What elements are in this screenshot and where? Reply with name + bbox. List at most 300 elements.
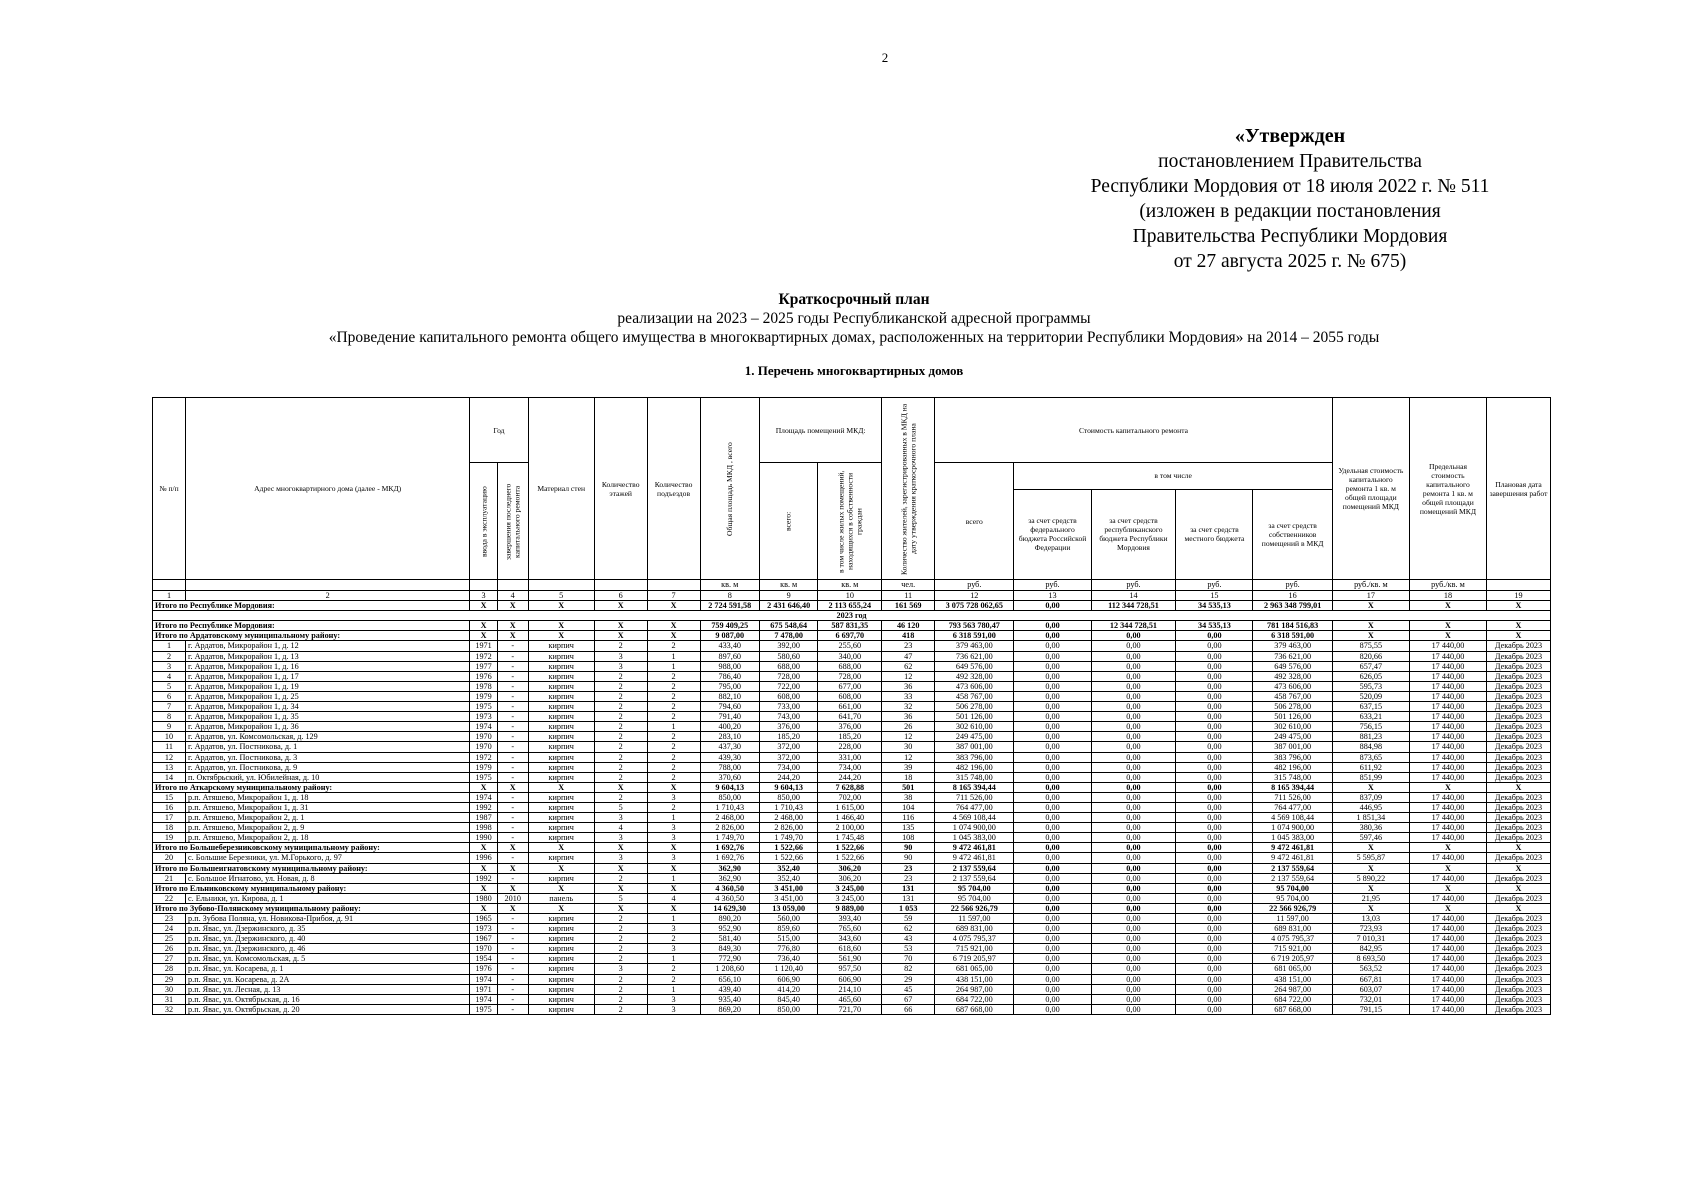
table-cell: 17 440,00 — [1409, 641, 1486, 651]
total-cell: X — [1409, 843, 1486, 853]
table-cell: 626,05 — [1332, 671, 1409, 681]
address-cell: р.п. Атяшево, Микрорайон 1, д. 31 — [186, 802, 470, 812]
table-cell: 473 606,00 — [935, 681, 1014, 691]
table-cell: 1998 — [470, 823, 498, 833]
approval-line: постановлением Правительства — [1158, 151, 1422, 172]
table-cell: 608,00 — [818, 691, 882, 701]
table-cell: кирпич — [528, 732, 594, 742]
table-cell: 1 522,66 — [759, 853, 817, 863]
table-cell: 851,99 — [1332, 772, 1409, 782]
table-cell: 3 — [647, 1004, 700, 1014]
table-cell: 1 710,43 — [700, 802, 759, 812]
table-cell: Декабрь 2023 — [1487, 954, 1551, 964]
column-number-cell: 19 — [1487, 591, 1551, 601]
table-cell: 17 440,00 — [1409, 651, 1486, 661]
table-cell: 244,20 — [759, 772, 817, 782]
unit-cell: чел. — [882, 580, 935, 591]
table-cell: 5 — [594, 802, 647, 812]
col-prem-all-header: всего: — [759, 463, 817, 580]
total-cell: X — [594, 903, 647, 913]
total-cell: 14 629,30 — [700, 903, 759, 913]
table-row — [153, 802, 1551, 812]
table-row — [153, 924, 1551, 934]
table-cell: кирпич — [528, 873, 594, 883]
table-cell: кирпич — [528, 722, 594, 732]
table-cell: 2 468,00 — [759, 813, 817, 823]
total-cell: 1 522,66 — [759, 843, 817, 853]
table-cell: 0,00 — [1176, 671, 1253, 681]
table-cell: 135 — [882, 823, 935, 833]
table-cell: 473 606,00 — [1253, 681, 1332, 691]
table-cell: Декабрь 2023 — [1487, 823, 1551, 833]
total-cell: 0,00 — [1176, 903, 1253, 913]
column-number-cell: 17 — [1332, 591, 1409, 601]
table-cell: - — [497, 833, 528, 843]
table-cell: 661,00 — [818, 702, 882, 712]
address-cell: г. Ардатов, Микрорайон 1, д. 34 — [186, 702, 470, 712]
table-cell: Декабрь 2023 — [1487, 833, 1551, 843]
total-cell: 362,90 — [700, 863, 759, 873]
table-row — [153, 994, 1551, 1004]
table-cell: 1972 — [470, 752, 498, 762]
table-cell: 62 — [882, 924, 935, 934]
total-cell: X — [1332, 621, 1409, 631]
table-cell: 400,20 — [700, 722, 759, 732]
table-cell: 633,21 — [1332, 712, 1409, 722]
table-cell: - — [497, 641, 528, 651]
table-cell: 8 — [153, 712, 186, 722]
total-cell: X — [1487, 863, 1551, 873]
total-cell: 12 344 728,51 — [1091, 621, 1176, 631]
table-cell: 9 — [153, 722, 186, 732]
table-cell: 606,90 — [759, 974, 817, 984]
table-cell: 383 796,00 — [1253, 752, 1332, 762]
table-cell: кирпич — [528, 914, 594, 924]
address-cell: с. Большие Березники, ул. М.Горького, д. 97 — [186, 853, 470, 863]
table-cell: 482 196,00 — [1253, 762, 1332, 772]
table-cell: 4 569 108,44 — [1253, 813, 1332, 823]
total-cell: X — [594, 843, 647, 853]
table-cell: Декабрь 2023 — [1487, 873, 1551, 883]
table-cell: 3 — [594, 964, 647, 974]
table-cell: 2 — [594, 732, 647, 742]
table-cell: 283,10 — [700, 732, 759, 742]
table-cell: 315 748,00 — [1253, 772, 1332, 782]
table-cell: 23 — [882, 641, 935, 651]
table-cell: 0,00 — [1176, 944, 1253, 954]
table-cell: 603,07 — [1332, 984, 1409, 994]
plan-title: Краткосрочный план — [778, 291, 930, 308]
table-cell: 2 — [647, 641, 700, 651]
table-cell: 0,00 — [1091, 893, 1176, 903]
table-cell: Декабрь 2023 — [1487, 813, 1551, 823]
total-cell: 0,00 — [1176, 782, 1253, 792]
total-cell: 0,00 — [1091, 843, 1176, 853]
table-cell: 17 440,00 — [1409, 772, 1486, 782]
table-cell: Декабрь 2023 — [1487, 671, 1551, 681]
table-cell: 47 — [882, 651, 935, 661]
table-row — [153, 752, 1551, 762]
table-cell: 1 — [153, 641, 186, 651]
table-cell: 7 — [153, 702, 186, 712]
table-cell: 2 — [594, 722, 647, 732]
table-cell: 2 — [647, 964, 700, 974]
total-cell: X — [1409, 621, 1486, 631]
table-cell: 520,09 — [1332, 691, 1409, 701]
total-cell: X — [647, 782, 700, 792]
total-cell: X — [647, 863, 700, 873]
table-cell: кирпич — [528, 802, 594, 812]
table-cell: 6 — [153, 691, 186, 701]
table-cell: - — [497, 944, 528, 954]
document-titles — [0, 290, 1688, 379]
table-cell: 433,40 — [700, 641, 759, 651]
table-cell: 688,00 — [818, 661, 882, 671]
table-cell: 90 — [882, 853, 935, 863]
table-cell: 214,10 — [818, 984, 882, 994]
table-cell: 372,00 — [759, 752, 817, 762]
table-cell: 1 749,70 — [700, 833, 759, 843]
table-cell: 393,40 — [818, 914, 882, 924]
table-cell: 1 749,70 — [759, 833, 817, 843]
table-cell: 581,40 — [700, 934, 759, 944]
table-cell: - — [497, 752, 528, 762]
total-cell: 3 451,00 — [759, 883, 817, 893]
column-number-cell: 16 — [1253, 591, 1332, 601]
table-cell: Декабрь 2023 — [1487, 722, 1551, 732]
table-cell: 3 — [594, 813, 647, 823]
table-cell: 1 — [647, 722, 700, 732]
total-cell: 0,00 — [1176, 863, 1253, 873]
table-cell: 859,60 — [759, 924, 817, 934]
table-cell: 82 — [882, 964, 935, 974]
table-cell: 0,00 — [1176, 813, 1253, 823]
unit-cell: руб. — [1091, 580, 1176, 591]
total-cell: 1 053 — [882, 903, 935, 913]
total-cell: 675 548,64 — [759, 621, 817, 631]
address-cell: р.п. Явас, ул. Косарева, д. 1 — [186, 964, 470, 974]
table-cell: 732,01 — [1332, 994, 1409, 1004]
table-cell: кирпич — [528, 641, 594, 651]
table-cell: кирпич — [528, 833, 594, 843]
table-cell: 244,20 — [818, 772, 882, 782]
total-cell: X — [470, 903, 498, 913]
table-cell: 53 — [882, 944, 935, 954]
table-cell: 2 — [594, 702, 647, 712]
table-cell: 0,00 — [1176, 702, 1253, 712]
total-cell: X — [1332, 903, 1409, 913]
table-cell: 249 475,00 — [935, 732, 1014, 742]
total-cell: X — [528, 601, 594, 611]
table-cell: 387 001,00 — [935, 742, 1014, 752]
table-cell: 1970 — [470, 742, 498, 752]
table-cell: 0,00 — [1176, 974, 1253, 984]
table-cell: 17 440,00 — [1409, 742, 1486, 752]
table-cell: 0,00 — [1091, 792, 1176, 802]
table-cell: Декабрь 2023 — [1487, 974, 1551, 984]
table-cell: 11 — [153, 742, 186, 752]
table-cell: 23 — [882, 873, 935, 883]
table-cell: 17 440,00 — [1409, 944, 1486, 954]
table-cell: 2010 — [497, 893, 528, 903]
table-row — [153, 934, 1551, 944]
table-cell: 3 — [647, 823, 700, 833]
table-cell: 0,00 — [1014, 974, 1091, 984]
table-cell: 24 — [153, 924, 186, 934]
total-cell: 2 963 348 799,01 — [1253, 601, 1332, 611]
total-cell: 418 — [882, 631, 935, 641]
col-premises-area-header: Площадь помещений МКД: — [759, 398, 881, 463]
table-cell: 677,00 — [818, 681, 882, 691]
col-own-header: за счет средств собственников помещений в МКД — [1253, 489, 1332, 579]
table-cell: 0,00 — [1091, 994, 1176, 1004]
table-row — [153, 954, 1551, 964]
table-cell: 11 597,00 — [1253, 914, 1332, 924]
table-cell: 1987 — [470, 813, 498, 823]
address-cell: р.п. Явас, ул. Дзержинского, д. 35 — [186, 924, 470, 934]
total-cell: X — [470, 631, 498, 641]
unit-cell: кв. м — [818, 580, 882, 591]
table-cell: 14 — [153, 772, 186, 782]
table-cell: 0,00 — [1014, 994, 1091, 1004]
table-cell: 1 — [647, 954, 700, 964]
table-cell: 17 440,00 — [1409, 712, 1486, 722]
table-cell: 104 — [882, 802, 935, 812]
table-cell: 249 475,00 — [1253, 732, 1332, 742]
total-cell: X — [647, 903, 700, 913]
total-cell: 2 137 559,64 — [1253, 863, 1332, 873]
table-cell: кирпич — [528, 661, 594, 671]
table-cell: 1973 — [470, 712, 498, 722]
table-cell: 392,00 — [759, 641, 817, 651]
total-cell: 131 — [882, 883, 935, 893]
total-cell: 0,00 — [1014, 843, 1091, 853]
total-cell: 34 535,13 — [1176, 621, 1253, 631]
table-row — [153, 1004, 1551, 1014]
table-cell: 2 — [594, 742, 647, 752]
table-cell: 743,00 — [759, 712, 817, 722]
table-cell: 95 704,00 — [1253, 893, 1332, 903]
table-cell: 185,20 — [818, 732, 882, 742]
table-row — [153, 833, 1551, 843]
table-cell: 18 — [882, 772, 935, 782]
table-cell: 0,00 — [1091, 813, 1176, 823]
col-year-last-header: завершения последнего капитального ремонта — [497, 463, 528, 580]
page-number: 2 — [881, 50, 889, 65]
table-cell: 17 440,00 — [1409, 792, 1486, 802]
total-cell: 0,00 — [1091, 863, 1176, 873]
address-cell: р.п. Зубова Поляна, ул. Новикова-Прибоя, д. 91 — [186, 914, 470, 924]
table-cell: 2 — [594, 1004, 647, 1014]
table-cell: 458 767,00 — [935, 691, 1014, 701]
table-cell: 2 — [647, 802, 700, 812]
table-cell: 2 — [594, 974, 647, 984]
table-cell: 2 — [647, 934, 700, 944]
approval-block — [1080, 124, 1500, 274]
table-cell: 1 851,34 — [1332, 813, 1409, 823]
table-cell: 2 — [647, 671, 700, 681]
plan-subtitle: реализации на 2023 – 2025 годы Республиканской адресной программы — [617, 310, 1091, 327]
table-cell: 95 704,00 — [935, 893, 1014, 903]
total-cell: 9 889,00 — [818, 903, 882, 913]
table-cell: 1 120,40 — [759, 964, 817, 974]
table-cell: кирпич — [528, 671, 594, 681]
table-cell: 38 — [882, 792, 935, 802]
total-cell: X — [1487, 883, 1551, 893]
table-cell: 952,90 — [700, 924, 759, 934]
table-cell: 786,40 — [700, 671, 759, 681]
table-cell: 255,60 — [818, 641, 882, 651]
table-cell: 17 440,00 — [1409, 1004, 1486, 1014]
table-cell: 2 — [153, 651, 186, 661]
total-row — [153, 843, 1551, 853]
table-cell: 764 477,00 — [1253, 802, 1332, 812]
table-cell: 4 — [647, 893, 700, 903]
column-number-cell: 7 — [647, 591, 700, 601]
table-cell: 0,00 — [1176, 914, 1253, 924]
table-cell: 687 668,00 — [935, 1004, 1014, 1014]
table-cell: 0,00 — [1176, 651, 1253, 661]
table-cell: 6 719 205,97 — [1253, 954, 1332, 964]
total-cell: X — [647, 883, 700, 893]
total-cell: X — [528, 863, 594, 873]
table-cell: 2 — [647, 762, 700, 772]
buildings-table — [152, 397, 1551, 1015]
table-cell: 3 — [594, 833, 647, 843]
table-cell: - — [497, 671, 528, 681]
address-cell: г. Ардатов, ул. Комсомольская, д. 129 — [186, 732, 470, 742]
table-cell: 611,92 — [1332, 762, 1409, 772]
table-cell: 2 — [594, 994, 647, 1004]
table-cell: 380,36 — [1332, 823, 1409, 833]
table-cell: 506 278,00 — [935, 702, 1014, 712]
table-cell: Декабрь 2023 — [1487, 984, 1551, 994]
column-number-cell: 1 — [153, 591, 186, 601]
address-cell: п. Октябрьский, ул. Юбилейная, д. 10 — [186, 772, 470, 782]
total-cell: 6 318 591,00 — [1253, 631, 1332, 641]
table-cell: Декабрь 2023 — [1487, 712, 1551, 722]
total-cell: X — [497, 883, 528, 893]
table-cell: - — [497, 964, 528, 974]
total-cell: 0,00 — [1014, 903, 1091, 913]
table-cell: 59 — [882, 914, 935, 924]
table-row — [153, 873, 1551, 883]
table-cell: 1954 — [470, 954, 498, 964]
table-cell: Декабрь 2023 — [1487, 1004, 1551, 1014]
table-cell: 2 — [647, 732, 700, 742]
table-row — [153, 813, 1551, 823]
table-cell: 22 — [153, 893, 186, 903]
col-year-in-header: ввода в эксплуатацию — [470, 463, 498, 580]
table-cell: 0,00 — [1176, 742, 1253, 752]
table-cell: 506 278,00 — [1253, 702, 1332, 712]
table-cell: 17 440,00 — [1409, 752, 1486, 762]
total-cell: X — [1409, 903, 1486, 913]
table-cell: кирпич — [528, 792, 594, 802]
table-cell: 0,00 — [1176, 762, 1253, 772]
table-cell: 689 831,00 — [1253, 924, 1332, 934]
table-cell: 0,00 — [1014, 752, 1091, 762]
table-cell: 376,00 — [759, 722, 817, 732]
table-cell: кирпич — [528, 752, 594, 762]
table-cell: 0,00 — [1091, 681, 1176, 691]
table-cell: 1970 — [470, 944, 498, 954]
table-cell: 32 — [882, 702, 935, 712]
table-cell: 884,98 — [1332, 742, 1409, 752]
program-name: «Проведение капитального ремонта общего имущества в многоквартирных домах, расположенных на территории Республики Мордовия» на 2014 – 2055 годы — [328, 329, 1380, 346]
column-number-cell: 2 — [186, 591, 470, 601]
total-cell: 0,00 — [1176, 631, 1253, 641]
total-cell: 0,00 — [1091, 631, 1176, 641]
table-cell: 794,60 — [700, 702, 759, 712]
table-cell: Декабрь 2023 — [1487, 914, 1551, 924]
table-cell: 722,00 — [759, 681, 817, 691]
table-cell: 1976 — [470, 964, 498, 974]
table-cell: 5 — [594, 893, 647, 903]
table-cell: Декабрь 2023 — [1487, 802, 1551, 812]
total-cell: X — [470, 621, 498, 631]
total-cell: 2 724 591,58 — [700, 601, 759, 611]
col-limit-cost-header: Предельная стоимость капитального ремонта 1 кв. м общей площади помещений МКД — [1409, 398, 1486, 580]
table-cell: 17 440,00 — [1409, 681, 1486, 691]
table-cell: - — [497, 762, 528, 772]
address-cell: р.п. Явас, ул. Дзержинского, д. 46 — [186, 944, 470, 954]
table-cell: 17 440,00 — [1409, 893, 1486, 903]
table-cell: 715 921,00 — [935, 944, 1014, 954]
total-cell: 0,00 — [1014, 621, 1091, 631]
table-cell: 17 440,00 — [1409, 934, 1486, 944]
table-cell: 2 — [647, 691, 700, 701]
table-cell: 2 — [594, 691, 647, 701]
table-cell: 0,00 — [1091, 833, 1176, 843]
table-cell: 3 451,00 — [759, 893, 817, 903]
total-cell: X — [647, 631, 700, 641]
table-cell: 1974 — [470, 994, 498, 1004]
table-cell: 387 001,00 — [1253, 742, 1332, 752]
table-cell: 31 — [153, 994, 186, 1004]
table-cell: 33 — [882, 691, 935, 701]
table-cell: 1975 — [470, 1004, 498, 1014]
table-cell: кирпич — [528, 681, 594, 691]
column-number-cell: 9 — [759, 591, 817, 601]
table-cell: 1967 — [470, 934, 498, 944]
column-number-cell: 3 — [470, 591, 498, 601]
total-cell: 22 566 926,79 — [1253, 903, 1332, 913]
table-cell: - — [497, 651, 528, 661]
table-cell: 0,00 — [1014, 914, 1091, 924]
table-cell: 302 610,00 — [935, 722, 1014, 732]
table-cell: 1979 — [470, 762, 498, 772]
total-cell: 6 318 591,00 — [935, 631, 1014, 641]
table-cell: 2 — [594, 752, 647, 762]
table-cell: 0,00 — [1091, 853, 1176, 863]
table-cell: 4 075 795,37 — [1253, 934, 1332, 944]
table-cell: Декабрь 2023 — [1487, 762, 1551, 772]
total-cell: 759 409,25 — [700, 621, 759, 631]
table-cell: 10 — [153, 732, 186, 742]
table-cell: 438 151,00 — [935, 974, 1014, 984]
table-cell: - — [497, 722, 528, 732]
table-cell: 4 — [153, 671, 186, 681]
table-cell: 376,00 — [818, 722, 882, 732]
table-row — [153, 893, 1551, 903]
total-cell: 9 472 461,81 — [1253, 843, 1332, 853]
table-cell: 850,00 — [759, 792, 817, 802]
total-cell: X — [1487, 601, 1551, 611]
table-cell: 873,65 — [1332, 752, 1409, 762]
total-cell: X — [1332, 631, 1409, 641]
table-cell: 28 — [153, 964, 186, 974]
